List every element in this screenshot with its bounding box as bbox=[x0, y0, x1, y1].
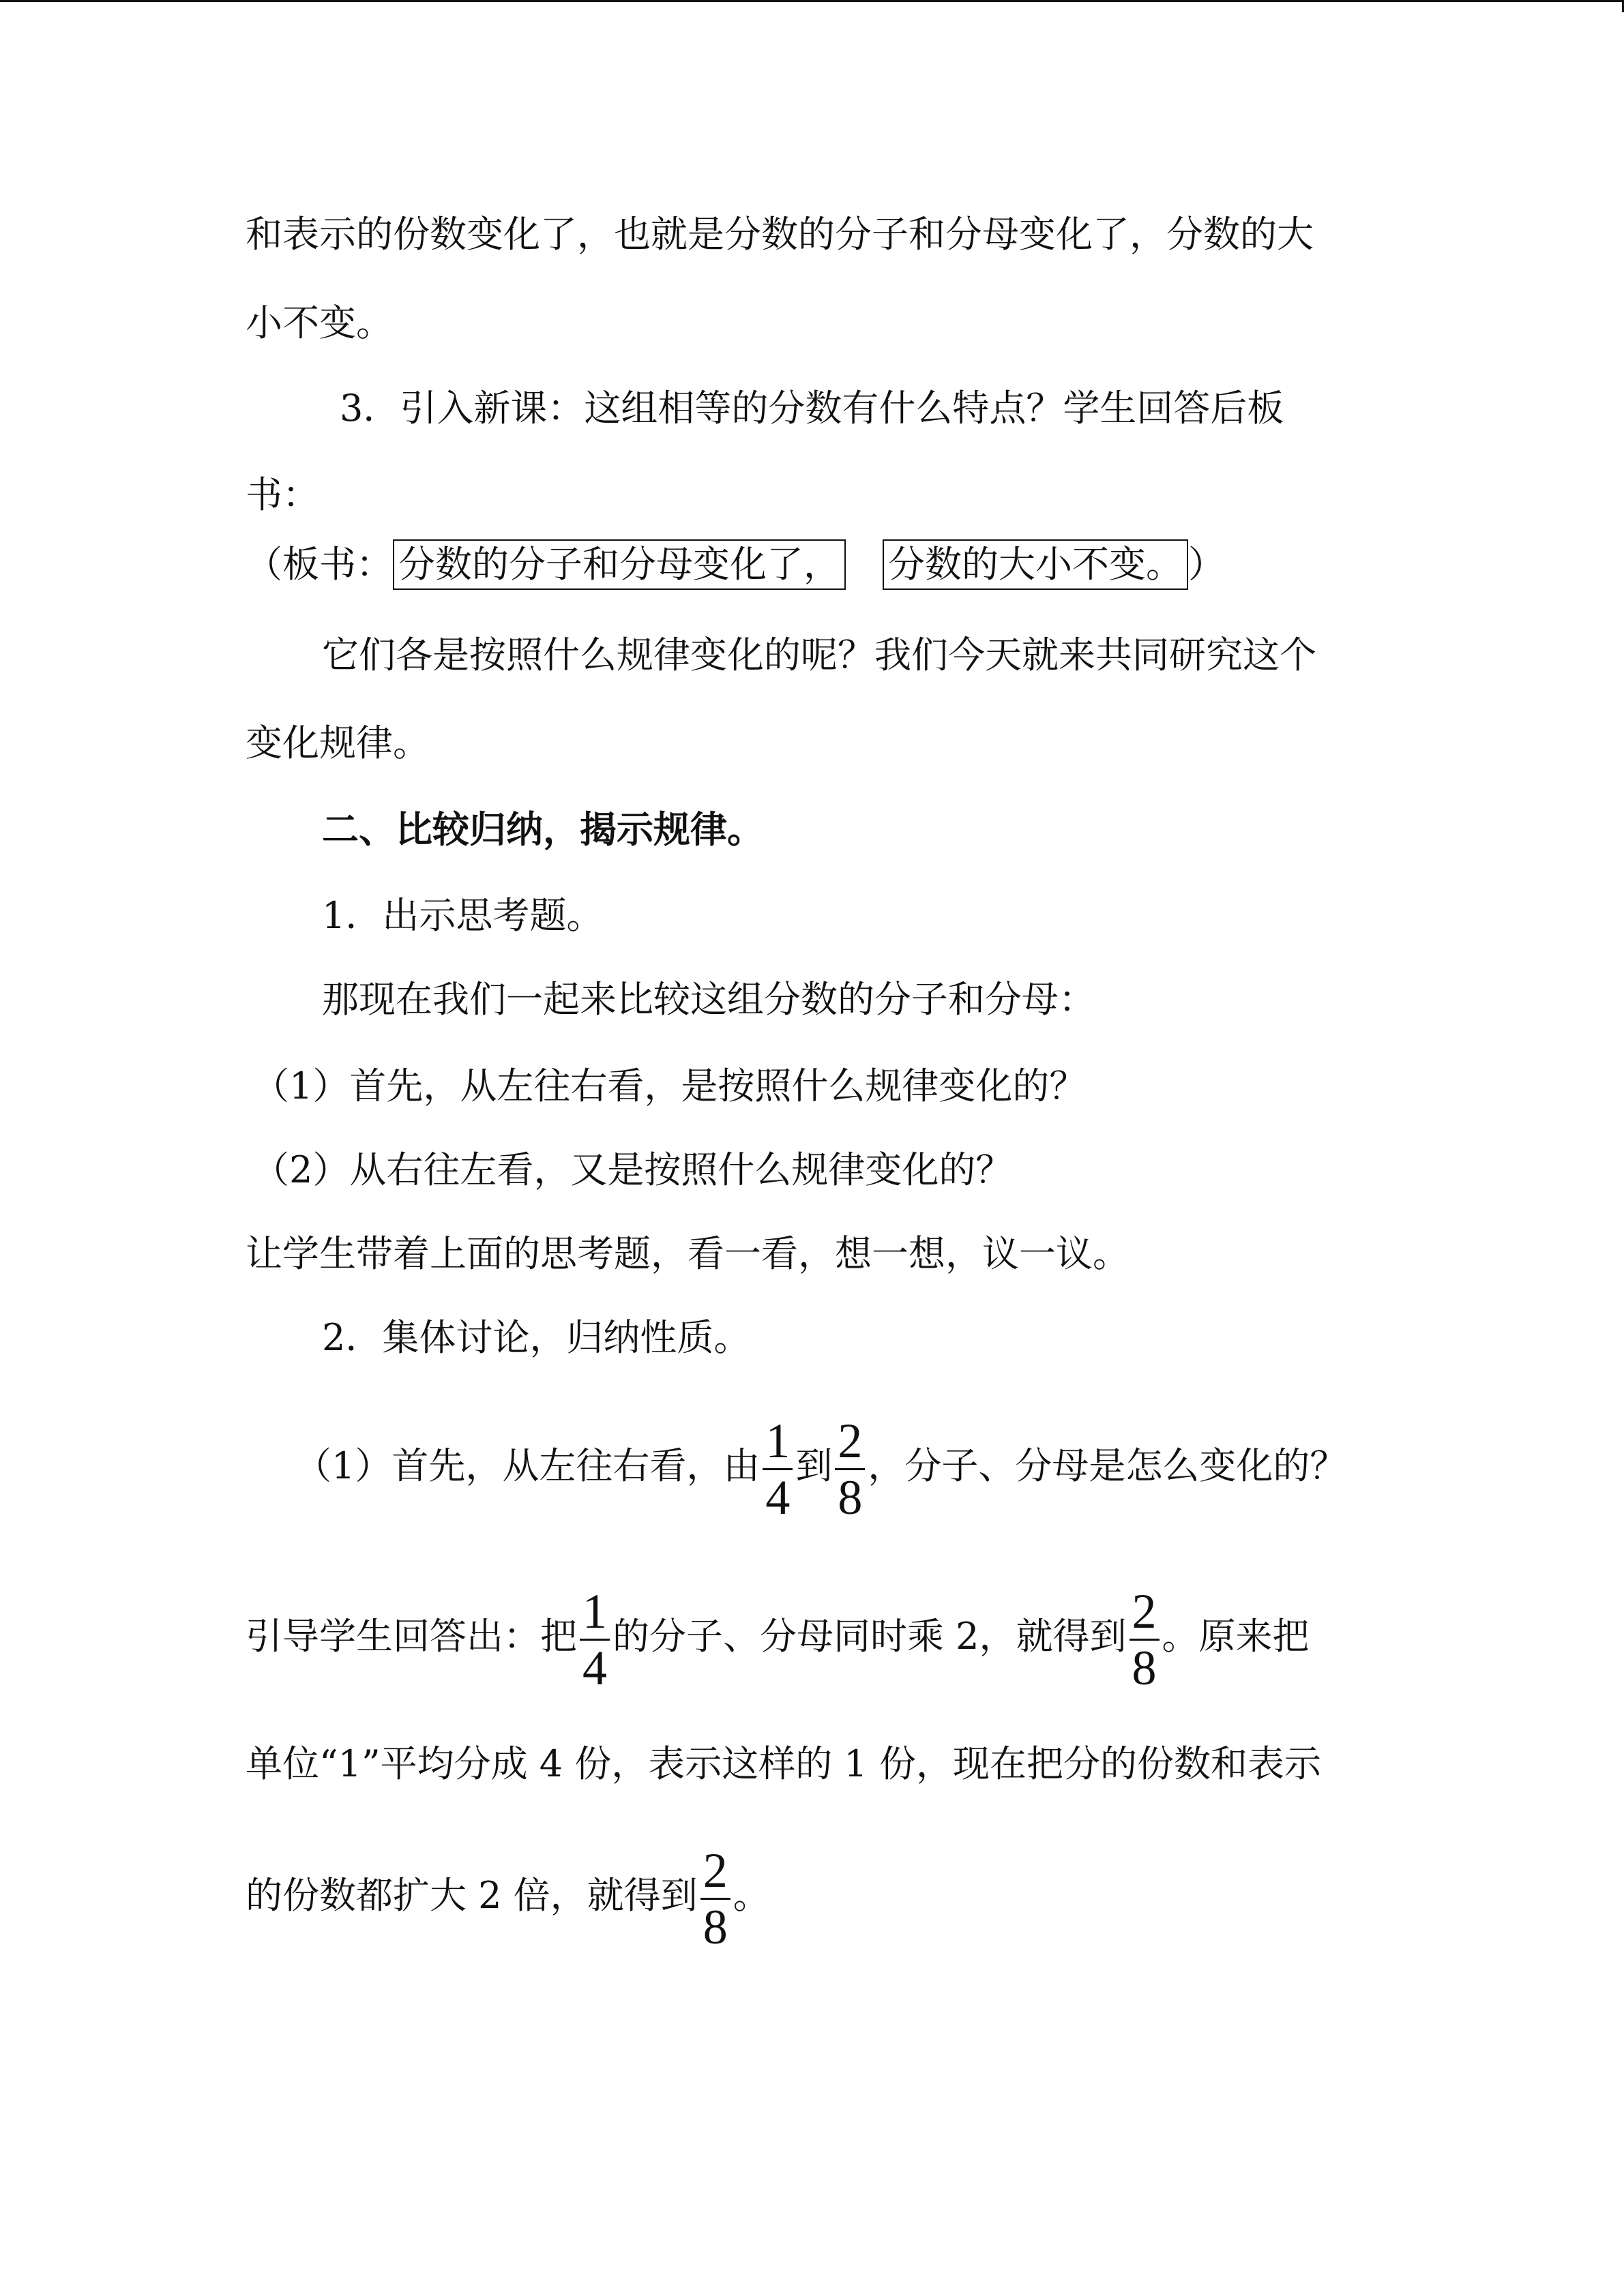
paragraph-line: 那现在我们一起来比较这组分数的分子和分母： bbox=[322, 978, 1095, 1021]
fraction-two-eighths: $\frac{2}{8}$ bbox=[835, 1414, 865, 1525]
guide-line: 引导学生回答出：把 $\frac{1}{4}$ 的分子、分母同时乘 2，就得到 $\frac{2}{8}$ 。原来把 bbox=[246, 1583, 1310, 1695]
section-heading: 二、比较归纳，揭示规律。 bbox=[322, 807, 764, 851]
paragraph-line: 让学生带着上面的思考题，看一看，想一想，议一议。 bbox=[246, 1232, 1130, 1275]
board-prefix: （板书： bbox=[246, 543, 393, 586]
top-border-line bbox=[0, 0, 1624, 2]
board-box-numerator-denominator: 分数的分子和分母变化了， bbox=[393, 539, 846, 590]
paragraph-line: 它们各是按照什么规律变化的呢？我们今天就来共同研究这个 bbox=[322, 633, 1316, 676]
paragraph-line: 变化规律。 bbox=[246, 721, 430, 764]
board-line bbox=[246, 539, 1225, 590]
paragraph-line: 2．集体讨论，归纳性质。 bbox=[322, 1316, 751, 1359]
fraction-question-line: （1）首先，从左往右看，由 $\frac{1}{4}$ 到 $\frac{2}{8}$ ，分子、分母是怎么变化的？ bbox=[295, 1413, 1347, 1525]
board-suffix: ） bbox=[1188, 543, 1225, 586]
question-line: （1）首先，从左往右看，是按照什么规律变化的？ bbox=[252, 1064, 1087, 1107]
paragraph-line: 书： bbox=[246, 473, 319, 516]
fraction-one-quarter: $\frac{1}{4}$ bbox=[763, 1414, 793, 1525]
paragraph-line: 3．引入新课：这组相等的分数有什么特点？学生回答后板 bbox=[340, 387, 1284, 430]
fraction-two-eighths: $\frac{2}{8}$ bbox=[700, 1843, 730, 1954]
paragraph-line: 小不变。 bbox=[246, 301, 393, 344]
paragraph-line: 和表示的份数变化了，也就是分数的分子和分母变化了，分数的大 bbox=[246, 213, 1314, 256]
question-line: （2）从右往左看，又是按照什么规律变化的？ bbox=[252, 1148, 1013, 1191]
final-line: 的份数都扩大 2 倍，就得到 $\frac{2}{8}$ 。 bbox=[246, 1843, 770, 1954]
paragraph-line: 单位“1”平均分成 4 份，表示这样的 1 份，现在把分的份数和表示 bbox=[246, 1742, 1321, 1785]
board-box-value-unchanged: 分数的大小不变。 bbox=[883, 539, 1188, 590]
fraction-one-quarter: $\frac{1}{4}$ bbox=[580, 1584, 610, 1695]
fraction-two-eighths: $\frac{2}{8}$ bbox=[1130, 1584, 1160, 1695]
paragraph-line: 1．出示思考题。 bbox=[322, 894, 604, 937]
